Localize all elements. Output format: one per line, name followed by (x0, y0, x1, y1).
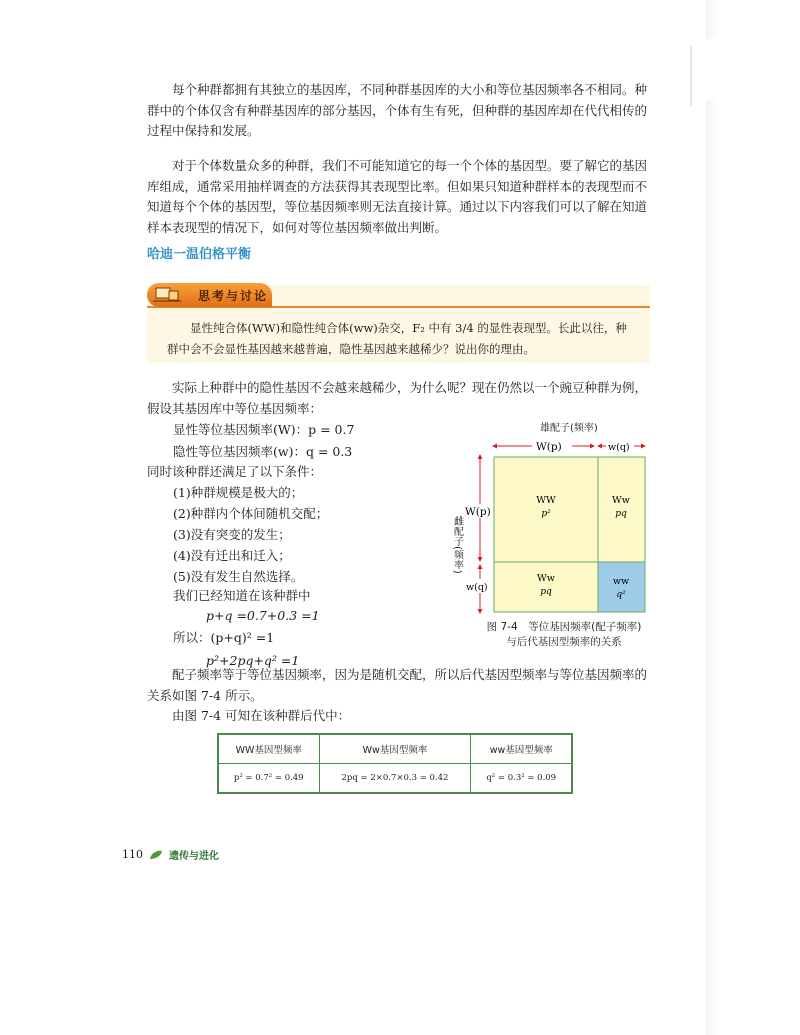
cell-Ww-top-genotype: Ww (612, 495, 630, 506)
paragraph-gene-pool: 每个种群都拥有其独立的基因库，不同种群基因库的大小和等位基因频率各不相同。种群中的个体仅含有种群基因库的部分基因，个体有生有死，但种群的基因库却在代代相传的过程中保持和发展。 (147, 82, 648, 138)
paragraph-example: 实际上种群中的隐性基因不会越来越稀少，为什么呢？现在仍然以一个豌豆种群为例，假设其基因库中等位基因频率： (147, 380, 648, 416)
paragraph-sampling: 对于个体数量众多的种群，我们不可能知道它的每一个个体的基因型。要了解它的基因库组成，通常采用抽样调查的方法获得其表现型比率。但如果只知道种群样本的表现型而不知道每个个体的基因型，等位基因频率则无法直接计算。通过以下内容我们可以了解在知道样本表现型的情况下，如何对等位基因频率做出判断。 (147, 158, 648, 235)
table-header: Ww基因型频率 (319, 735, 471, 764)
cell-Ww-bottom-frequency: pq (540, 587, 552, 597)
figure-caption-line2: 与后代基因型频率的关系 (506, 636, 622, 648)
egg-label: 雌配子(频率) (451, 516, 463, 574)
table-header-row (219, 735, 572, 764)
cell-Ww-top-frequency: pq (615, 509, 627, 519)
condition-item: (4)没有迁出和迁入； (173, 548, 291, 563)
arrowhead (641, 444, 646, 449)
figure-caption-line1: 图 7-4 等位基因频率(配子频率) (486, 621, 642, 633)
freq-dominant: 显性等位基因频率(W)：p = 0.7 (173, 422, 355, 437)
condition-item: (5)没有发生自然选择。 (173, 569, 304, 584)
discussion-icon (153, 284, 183, 304)
table-row (219, 764, 572, 793)
condition-item: (3)没有突变的发生； (173, 527, 291, 542)
cell-Ww-bottom-genotype: Ww (537, 573, 555, 584)
arrowhead (492, 444, 497, 449)
paragraph-gamete-frequency: 配子频率等于等位基因频率，因为是随机交配，所以后代基因型频率与等位基因频率的关系如图 7-4 所示。 由图 7-4 可知在该种群后代中： (147, 665, 647, 727)
page-number: 110 (122, 848, 143, 861)
punnett-square-figure (440, 418, 655, 618)
table-cell: 2pq = 2×0.7×0.3 = 0.42 (319, 764, 471, 793)
equation-square: 所以：(p+q)² =1 (173, 630, 275, 645)
table-cell: q² = 0.3² = 0.09 (471, 764, 572, 793)
top-W-label: W(p) (536, 441, 562, 453)
condition-item: (2)种群内个体间随机交配； (173, 506, 329, 521)
cell-ww (598, 562, 645, 612)
cell-WW-genotype: WW (536, 495, 556, 506)
sperm-label: 雄配子(频率) (540, 423, 598, 434)
discussion-text: 显性纯合体(WW)和隐性纯合体(ww)杂交，F₂ 中有 3/4 的显性表现型。长此以往，种群中会不会显性基因越来越普遍，隐性基因越来越稀少？说出你的理由。 (167, 321, 627, 356)
page-footer (122, 847, 219, 862)
cell-ww-genotype: ww (612, 576, 630, 587)
figure-caption (474, 620, 654, 650)
arrowhead (478, 609, 483, 614)
arrowhead (478, 564, 483, 569)
book-title: 遗传与进化 (169, 851, 219, 862)
cell-ww-frequency: q² (616, 590, 626, 600)
equation-sum: p+q =0.7+0.3 =1 (206, 608, 320, 623)
page-edge-shadow (706, 0, 800, 1035)
arrowhead (597, 444, 602, 449)
conditions-intro: 同时该种群还满足了以下条件： (147, 464, 323, 479)
arrowhead (590, 444, 595, 449)
paragraph-conclusion: 由图 7-4 可知在该种群后代中： (172, 708, 351, 723)
section-title: 哈迪一温伯格平衡 (147, 247, 252, 262)
arrowhead (478, 454, 483, 459)
left-W-label: W(p) (465, 506, 491, 518)
table-header: ww基因型频率 (471, 735, 572, 764)
arrowhead (478, 557, 483, 562)
genotype-frequency-table (217, 733, 573, 794)
table-header: WW基因型频率 (219, 735, 320, 764)
equation-expansion: p²+2pq+q² =1 (206, 653, 300, 668)
freq-recessive: 隐性等位基因频率(w)：q = 0.3 (173, 444, 353, 459)
left-w-label: w(q) (466, 582, 488, 593)
leaf-icon (149, 850, 163, 860)
page-torn-corner (690, 34, 722, 106)
table-cell: p² = 0.7² = 0.49 (219, 764, 320, 793)
known-text: 我们已经知道在该种群中 (173, 588, 311, 603)
cell-WW-frequency: p² (541, 509, 551, 519)
discussion-title: 思考与讨论 (198, 289, 269, 303)
top-w-label: w(q) (608, 442, 630, 453)
condition-item: (1)种群规模是极大的； (173, 485, 304, 500)
